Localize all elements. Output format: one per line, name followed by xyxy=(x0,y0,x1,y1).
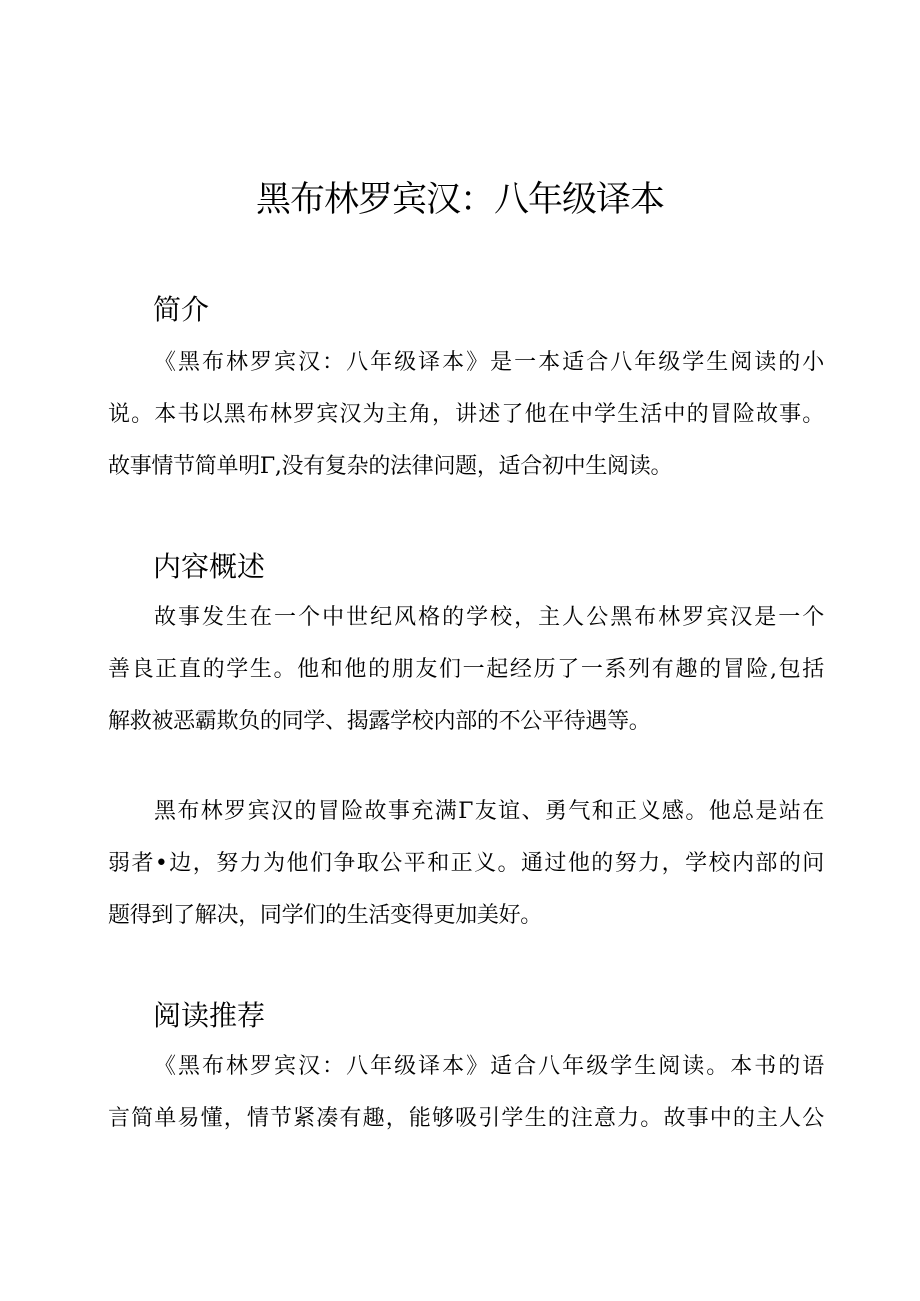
paragraph-line: 题得到了解决，同学们的生活变得更加美好。 xyxy=(108,903,543,928)
paragraph-line: 弱者•边，努力为他们争取公平和正义。通过他的努力，学校内部的问 xyxy=(108,851,824,876)
paragraph-overview-1 xyxy=(108,592,824,748)
paragraph-line: 黑布林罗宾汉的冒险故事充满Γ友谊、勇气和正义感。他总是站在 xyxy=(154,799,824,824)
paragraph-line: 解救被恶霸欺负的同学、揭露学校内部的不公平待遇等。 xyxy=(108,709,651,734)
paragraph-recommendation xyxy=(108,1041,824,1145)
paragraph-line: 言简单易懂，情节紧凑有趣，能够吸引学生的注意力。故事中的主人公 xyxy=(108,1106,824,1131)
paragraph-overview-2 xyxy=(108,786,824,942)
paragraph-line: 善良正直的学生。他和他的朋友们一起经历了一系列有趣的冒险,包括 xyxy=(108,657,824,682)
section-heading-recommendation: 阅读推荐 xyxy=(153,999,266,1032)
section-heading-overview: 内容概述 xyxy=(153,550,266,583)
paragraph-intro xyxy=(108,337,824,493)
paragraph-line: 故事发生在一个中世纪风格的学校，主人公黑布林罗宾汉是一个 xyxy=(154,605,824,630)
section-heading-intro: 简介 xyxy=(153,293,210,326)
document-title: 黑布林罗宾汉：八年级译本 xyxy=(255,180,664,220)
paragraph-line: 《黑布林罗宾汉：八年级译本》适合八年级学生阅读。本书的语 xyxy=(154,1054,824,1079)
paragraph-line: 《黑布林罗宾汉：八年级译本》是一本适合八年级学生阅读的小 xyxy=(154,350,824,375)
paragraph-line: 说。本书以黑布林罗宾汉为主角，讲述了他在中学生活中的冒险故事。 xyxy=(108,402,824,427)
paragraph-line: 故事情节简单明Γ,没有复杂的法律问题，适合初中生阅读。 xyxy=(108,454,673,479)
